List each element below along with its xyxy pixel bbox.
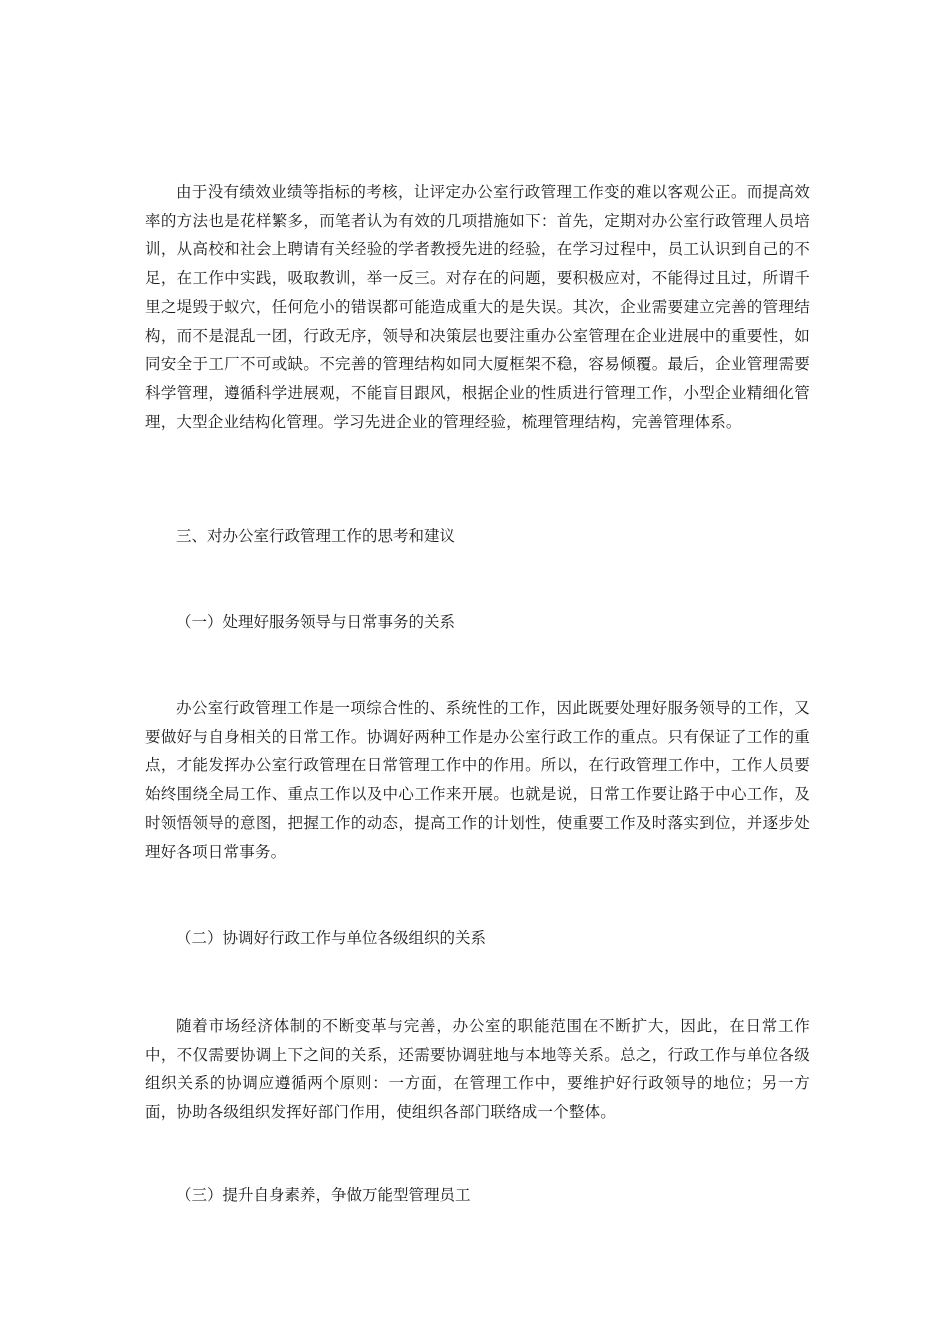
subsection-heading: （三）提升自身素养，争做万能型管理员工 bbox=[176, 1186, 471, 1204]
body-paragraph: 由于没有绩效业绩等指标的考核，让评定办公室行政管理工作变的难以客观公正。而提高效率的方法也是花样繁多，而笔者认为有效的几项措施如下：首先，定期对办公室行政管理人员培训，从高校和社会上聘请有关经验的学者教授先进的经验，在学习过程中，员工认识到自己的不足，在工作中实践，吸取教训，举一反三。对存在的问题，要积极应对，不能得过且过，所谓千里之堤毁于蚁穴，任何危小的错误都可能造成重大的是失误。其次，企业需要建立完善的管理结构，而不是混乱一团，行政无序，领导和决策层也要注重办公室管理在企业进展中的重要性，如同安全于工厂不可或缺。不完善的管理结构如同大厦框架不稳，容易倾覆。最后，企业管理需要科学管理，遵循科学进展观，不能盲目跟风，根据企业的性质进行管理工作，小型企业精细化管理，大型企业结构化管理。学习先进企业的管理经验，梳理管理结构，完善管理体系。 bbox=[145, 183, 810, 431]
body-paragraph: 随着市场经济体制的不断变革与完善，办公室的职能范围在不断扩大，因此，在日常工作中，不仅需要协调上下之间的关系，还需要协调驻地与本地等关系。总之，行政工作与单位各级组织关系的协调应遵循两个原则：一方面，在管理工作中，要维护好行政领导的地位；另一方面，协助各级组织发挥好部门作用，使组织各部门联络成一个整体。 bbox=[145, 1017, 810, 1122]
body-paragraph: 办公室行政管理工作是一项综合性的、系统性的工作，因此既要处理好服务领导的工作，又要做好与自身相关的日常工作。协调好两种工作是办公室行政工作的重点。只有保证了工作的重点，才能发挥办公室行政管理在日常管理工作中的作用。所以，在行政管理工作中，工作人员要始终围绕全局工作、重点工作以及中心工作来开展。也就是说，日常工作要让路于中心工作，及时领悟领导的意图，把握工作的动态，提高工作的计划性，使重要工作及时落实到位，并逐步处理好各项日常事务。 bbox=[145, 699, 810, 861]
subsection-heading: （一）处理好服务领导与日常事务的关系 bbox=[176, 613, 456, 631]
section-heading: 三、对办公室行政管理工作的思考和建议 bbox=[176, 527, 456, 545]
subsection-heading: （二）协调好行政工作与单位各级组织的关系 bbox=[176, 929, 487, 947]
